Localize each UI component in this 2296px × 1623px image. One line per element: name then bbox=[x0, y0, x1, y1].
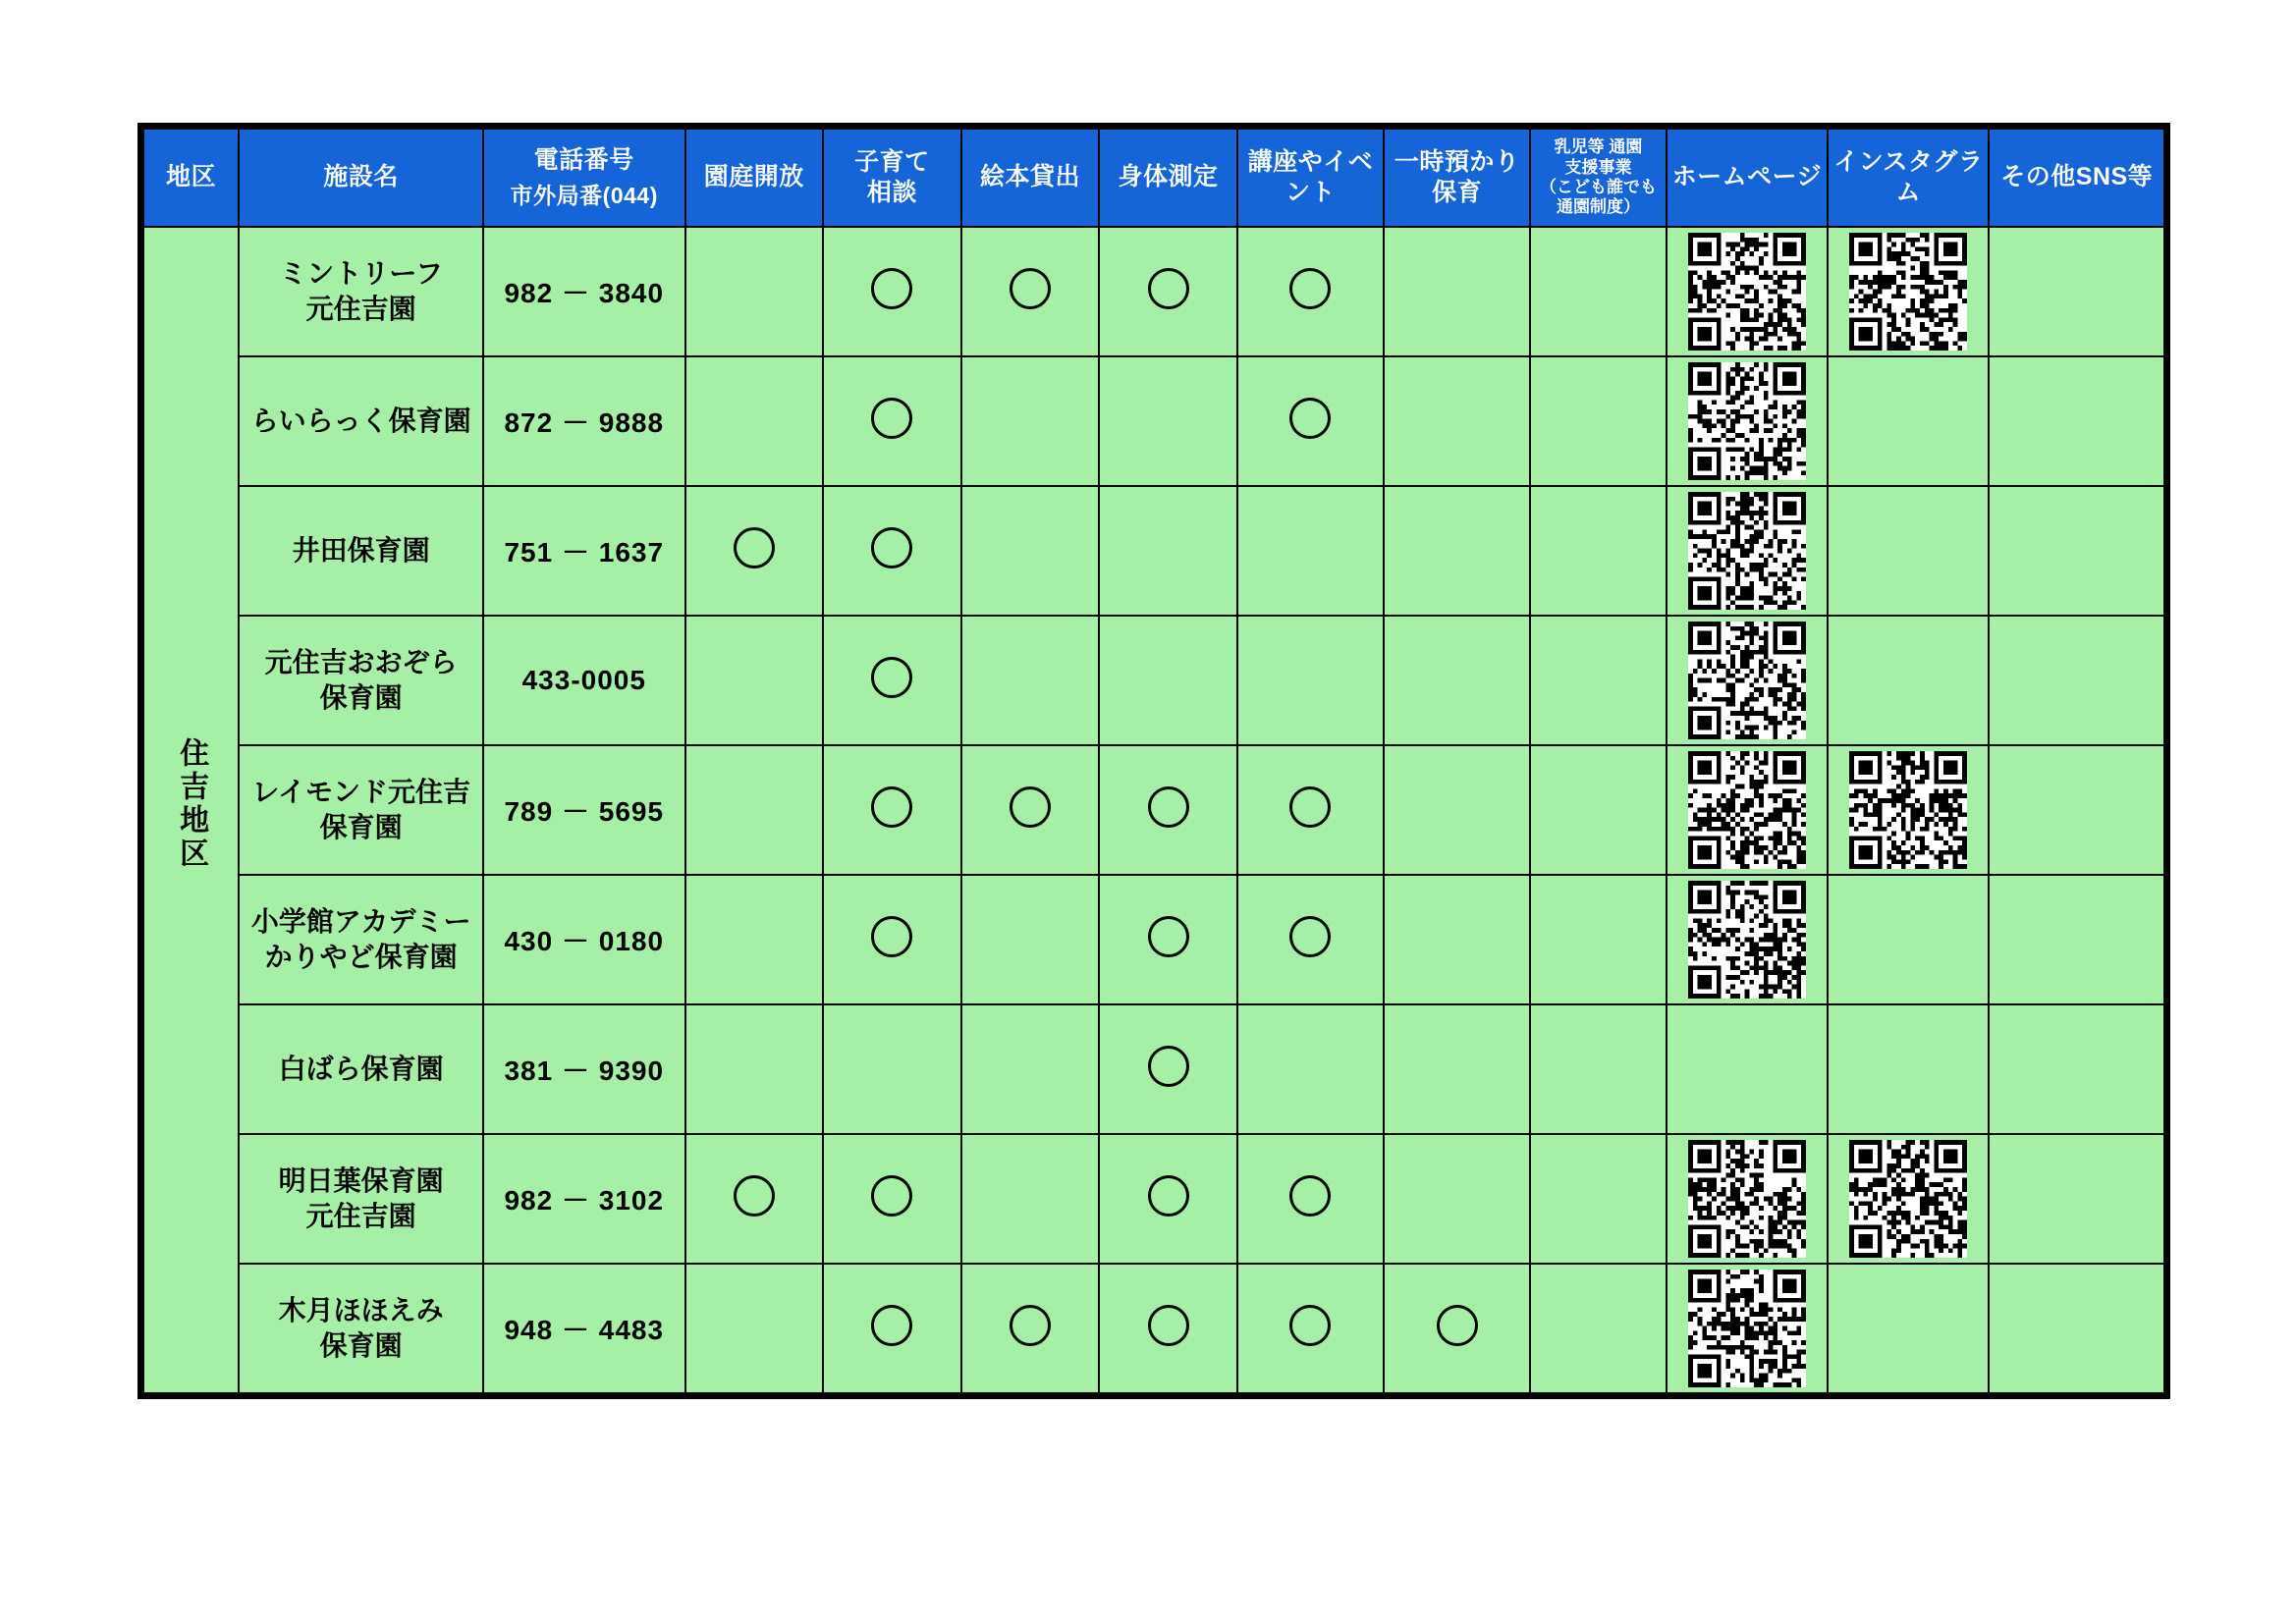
facility-name-line: 井田保育園 bbox=[292, 534, 430, 566]
cell-childcare-consult bbox=[823, 356, 961, 486]
cell-instagram-qr bbox=[1828, 616, 1989, 745]
cell-infant-support bbox=[1530, 875, 1666, 1004]
header-homepage: ホームページ bbox=[1667, 129, 1828, 227]
cell-body-measure bbox=[1099, 486, 1237, 616]
cell-picture-book bbox=[961, 227, 1100, 356]
header-lecture-event: 講座やイベ ント bbox=[1237, 129, 1384, 227]
table-row bbox=[143, 745, 2164, 875]
cell-instagram-qr bbox=[1828, 1264, 1989, 1393]
cell-instagram-qr[interactable] bbox=[1828, 745, 1989, 875]
circle-mark-icon bbox=[1010, 786, 1051, 828]
cell-infant-support bbox=[1530, 356, 1666, 486]
qr-code-icon[interactable] bbox=[1688, 362, 1806, 480]
cell-temporary-care bbox=[1384, 875, 1530, 1004]
header-temporary-care: 一時預かり 保育 bbox=[1384, 129, 1530, 227]
header-telephone bbox=[483, 129, 684, 227]
cell-telephone: 982 － 3840 bbox=[483, 227, 684, 356]
cell-garden-open bbox=[685, 616, 824, 745]
cell-telephone: 948 － 4483 bbox=[483, 1264, 684, 1393]
facility-name-line: 元住吉おおぞら bbox=[264, 646, 458, 677]
cell-childcare-consult bbox=[823, 875, 961, 1004]
cell-infant-support bbox=[1530, 227, 1666, 356]
qr-code-icon[interactable] bbox=[1688, 881, 1806, 999]
cell-body-measure bbox=[1099, 745, 1237, 875]
header-area: 地区 bbox=[143, 129, 239, 227]
circle-mark-icon bbox=[734, 527, 775, 568]
cell-infant-support bbox=[1530, 1004, 1666, 1134]
circle-mark-icon bbox=[1289, 1175, 1331, 1217]
cell-homepage-qr[interactable] bbox=[1667, 745, 1828, 875]
circle-mark-icon bbox=[1010, 268, 1051, 309]
cell-childcare-consult bbox=[823, 227, 961, 356]
cell-garden-open bbox=[685, 745, 824, 875]
cell-childcare-consult bbox=[823, 745, 961, 875]
cell-temporary-care bbox=[1384, 1134, 1530, 1264]
cell-lecture-event bbox=[1237, 616, 1384, 745]
circle-mark-icon bbox=[1289, 268, 1331, 309]
facility-name-line: 小学館アカデミー bbox=[250, 905, 471, 937]
cell-lecture-event bbox=[1237, 875, 1384, 1004]
cell-homepage-qr[interactable] bbox=[1667, 227, 1828, 356]
cell-infant-support bbox=[1530, 486, 1666, 616]
cell-childcare-consult bbox=[823, 1004, 961, 1134]
facility-name-line: 木月ほほえみ bbox=[278, 1294, 444, 1325]
cell-garden-open bbox=[685, 1264, 824, 1393]
cell-infant-support bbox=[1530, 745, 1666, 875]
circle-mark-icon bbox=[1148, 1305, 1189, 1346]
cell-picture-book bbox=[961, 745, 1100, 875]
circle-mark-icon bbox=[1289, 786, 1331, 828]
table-row bbox=[143, 875, 2164, 1004]
cell-telephone: 381 － 9390 bbox=[483, 1004, 684, 1134]
cell-lecture-event bbox=[1237, 486, 1384, 616]
cell-picture-book bbox=[961, 1134, 1100, 1264]
table-row bbox=[143, 356, 2164, 486]
table-body bbox=[143, 227, 2164, 1393]
facility-name-line: らいらっく保育園 bbox=[250, 405, 471, 436]
cell-lecture-event bbox=[1237, 1004, 1384, 1134]
cell-facility-name bbox=[239, 227, 483, 356]
cell-facility-name bbox=[239, 486, 483, 616]
cell-area bbox=[143, 227, 239, 1393]
qr-code-icon[interactable] bbox=[1688, 1140, 1806, 1258]
circle-mark-icon bbox=[871, 1175, 912, 1217]
cell-other-sns bbox=[1989, 745, 2164, 875]
cell-facility-name bbox=[239, 1004, 483, 1134]
cell-body-measure bbox=[1099, 227, 1237, 356]
cell-picture-book bbox=[961, 1004, 1100, 1134]
circle-mark-icon bbox=[1148, 1046, 1189, 1087]
cell-temporary-care bbox=[1384, 356, 1530, 486]
facility-name-line: ミントリーフ bbox=[279, 257, 443, 289]
qr-code-icon[interactable] bbox=[1849, 233, 1967, 351]
cell-temporary-care bbox=[1384, 1004, 1530, 1134]
cell-homepage-qr bbox=[1667, 1004, 1828, 1134]
cell-other-sns bbox=[1989, 227, 2164, 356]
cell-other-sns bbox=[1989, 616, 2164, 745]
facility-name-line: かりやど保育園 bbox=[264, 942, 458, 972]
cell-lecture-event bbox=[1237, 356, 1384, 486]
qr-code-icon[interactable] bbox=[1688, 1270, 1806, 1387]
header-body-measure: 身体測定 bbox=[1099, 129, 1237, 227]
facility-name-line: 保育園 bbox=[319, 682, 403, 713]
cell-temporary-care bbox=[1384, 616, 1530, 745]
cell-body-measure bbox=[1099, 356, 1237, 486]
cell-temporary-care bbox=[1384, 227, 1530, 356]
qr-code-icon[interactable] bbox=[1849, 1140, 1967, 1258]
cell-infant-support bbox=[1530, 1134, 1666, 1264]
cell-instagram-qr[interactable] bbox=[1828, 227, 1989, 356]
circle-mark-icon bbox=[871, 398, 912, 439]
cell-facility-name bbox=[239, 1264, 483, 1393]
cell-garden-open bbox=[685, 486, 824, 616]
facility-name-line: 元住吉園 bbox=[305, 294, 416, 324]
circle-mark-icon bbox=[1148, 786, 1189, 828]
header-telephone-sub: 市外局番(044) bbox=[510, 183, 658, 209]
circle-mark-icon bbox=[871, 657, 912, 698]
cell-childcare-consult bbox=[823, 486, 961, 616]
circle-mark-icon bbox=[1010, 1305, 1051, 1346]
circle-mark-icon bbox=[1148, 916, 1189, 957]
cell-picture-book bbox=[961, 1264, 1100, 1393]
cell-homepage-qr[interactable] bbox=[1667, 616, 1828, 745]
table-row bbox=[143, 616, 2164, 745]
facility-name-line: レイモンド元住吉 bbox=[251, 776, 470, 807]
qr-code-icon[interactable] bbox=[1688, 751, 1806, 869]
cell-body-measure bbox=[1099, 616, 1237, 745]
header-facility: 施設名 bbox=[239, 129, 483, 227]
cell-garden-open bbox=[685, 1004, 824, 1134]
facility-name-line: 保育園 bbox=[319, 812, 403, 842]
circle-mark-icon bbox=[734, 1175, 775, 1217]
cell-picture-book bbox=[961, 486, 1100, 616]
cell-homepage-qr[interactable] bbox=[1667, 875, 1828, 1004]
table-header bbox=[143, 129, 2164, 227]
cell-instagram-qr bbox=[1828, 486, 1989, 616]
cell-temporary-care bbox=[1384, 486, 1530, 616]
cell-instagram-qr bbox=[1828, 356, 1989, 486]
circle-mark-icon bbox=[871, 1305, 912, 1346]
cell-garden-open bbox=[685, 1134, 824, 1264]
cell-telephone: 430 － 0180 bbox=[483, 875, 684, 1004]
cell-lecture-event bbox=[1237, 1134, 1384, 1264]
cell-other-sns bbox=[1989, 875, 2164, 1004]
circle-mark-icon bbox=[1148, 1175, 1189, 1217]
circle-mark-icon bbox=[1289, 398, 1331, 439]
cell-homepage-qr[interactable] bbox=[1667, 356, 1828, 486]
circle-mark-icon bbox=[871, 916, 912, 957]
cell-facility-name bbox=[239, 356, 483, 486]
cell-picture-book bbox=[961, 875, 1100, 1004]
qr-code-icon[interactable] bbox=[1688, 492, 1806, 610]
cell-homepage-qr[interactable] bbox=[1667, 1134, 1828, 1264]
cell-body-measure bbox=[1099, 1004, 1237, 1134]
facility-table bbox=[142, 128, 2165, 1394]
cell-infant-support bbox=[1530, 1264, 1666, 1393]
cell-telephone: 433-0005 bbox=[483, 616, 684, 745]
cell-garden-open bbox=[685, 356, 824, 486]
facility-name-line: 白ばら保育園 bbox=[278, 1053, 444, 1084]
table-row bbox=[143, 1134, 2164, 1264]
cell-body-measure bbox=[1099, 1134, 1237, 1264]
cell-telephone: 872 － 9888 bbox=[483, 356, 684, 486]
circle-mark-icon bbox=[871, 786, 912, 828]
facility-name-line: 明日葉保育園 bbox=[278, 1164, 444, 1196]
header-childcare-consult: 子育て 相談 bbox=[823, 129, 961, 227]
circle-mark-icon bbox=[871, 527, 912, 568]
cell-lecture-event bbox=[1237, 745, 1384, 875]
cell-instagram-qr bbox=[1828, 875, 1989, 1004]
cell-garden-open bbox=[685, 875, 824, 1004]
header-telephone-main: 電話番号 bbox=[533, 146, 634, 174]
circle-mark-icon bbox=[871, 268, 912, 309]
cell-homepage-qr[interactable] bbox=[1667, 486, 1828, 616]
cell-infant-support bbox=[1530, 616, 1666, 745]
cell-other-sns bbox=[1989, 1004, 2164, 1134]
cell-childcare-consult bbox=[823, 1264, 961, 1393]
qr-code-icon[interactable] bbox=[1849, 751, 1967, 869]
cell-body-measure bbox=[1099, 875, 1237, 1004]
cell-other-sns bbox=[1989, 1134, 2164, 1264]
header-other-sns: その他SNS等 bbox=[1989, 129, 2164, 227]
cell-facility-name bbox=[239, 1134, 483, 1264]
facility-name-line: 元住吉園 bbox=[305, 1201, 416, 1231]
cell-picture-book bbox=[961, 616, 1100, 745]
table-row bbox=[143, 1004, 2164, 1134]
cell-facility-name bbox=[239, 745, 483, 875]
table-row bbox=[143, 486, 2164, 616]
qr-code-icon[interactable] bbox=[1688, 233, 1806, 351]
header-instagram: インスタグラム bbox=[1828, 129, 1989, 227]
cell-body-measure bbox=[1099, 1264, 1237, 1393]
cell-lecture-event bbox=[1237, 227, 1384, 356]
cell-childcare-consult bbox=[823, 616, 961, 745]
cell-other-sns bbox=[1989, 1264, 2164, 1393]
cell-picture-book bbox=[961, 356, 1100, 486]
cell-facility-name bbox=[239, 616, 483, 745]
cell-telephone: 751 － 1637 bbox=[483, 486, 684, 616]
qr-code-icon[interactable] bbox=[1688, 622, 1806, 739]
circle-mark-icon bbox=[1289, 1305, 1331, 1346]
circle-mark-icon bbox=[1148, 268, 1189, 309]
cell-other-sns bbox=[1989, 356, 2164, 486]
header-garden-open: 園庭開放 bbox=[685, 129, 824, 227]
cell-garden-open bbox=[685, 227, 824, 356]
cell-temporary-care bbox=[1384, 745, 1530, 875]
table-row bbox=[143, 1264, 2164, 1393]
cell-instagram-qr bbox=[1828, 1004, 1989, 1134]
cell-homepage-qr[interactable] bbox=[1667, 1264, 1828, 1393]
table-row bbox=[143, 227, 2164, 356]
cell-instagram-qr[interactable] bbox=[1828, 1134, 1989, 1264]
cell-lecture-event bbox=[1237, 1264, 1384, 1393]
circle-mark-icon bbox=[1289, 916, 1331, 957]
circle-mark-icon bbox=[1437, 1305, 1478, 1346]
facility-name-line: 保育園 bbox=[319, 1330, 403, 1361]
cell-childcare-consult bbox=[823, 1134, 961, 1264]
cell-temporary-care bbox=[1384, 1264, 1530, 1393]
cell-facility-name bbox=[239, 875, 483, 1004]
header-infant-support: 乳児等 通園 支援事業 （こども誰でも 通園制度） bbox=[1530, 129, 1666, 227]
area-label: 住吉地区 bbox=[175, 737, 208, 872]
cell-other-sns bbox=[1989, 486, 2164, 616]
header-picture-book: 絵本貸出 bbox=[961, 129, 1100, 227]
cell-telephone: 789 － 5695 bbox=[483, 745, 684, 875]
cell-telephone: 982 － 3102 bbox=[483, 1134, 684, 1264]
